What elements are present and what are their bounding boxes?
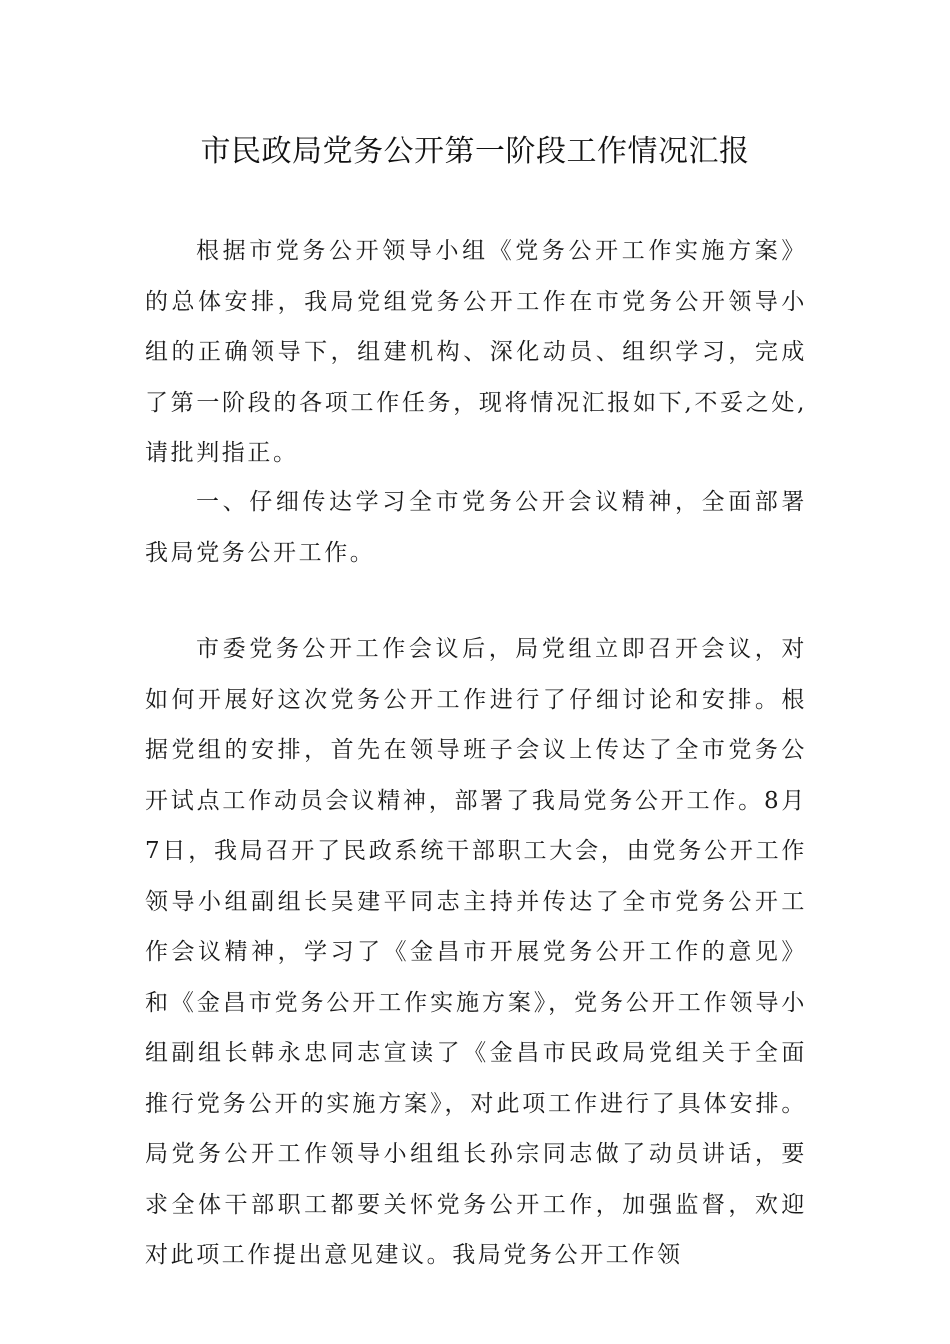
intro-paragraph: 根据市党务公开领导小组《党务公开工作实施方案》的总体安排，我局党组党务公开工作在市党务公开领导小组的正确领导下，组建机构、深化动员、组织学习，完成了第一阶段的各项工作任务，现将情况汇报如下,不妥之处,请批判指正。 bbox=[145, 238, 807, 466]
section-heading-1: 一、仔细传达学习全市党务公开会议精神，全面部署我局党务公开工作。 bbox=[145, 489, 807, 566]
document-title: 市民政局党务公开第一阶段工作情况汇报 bbox=[200, 134, 750, 169]
body-paragraph: 市委党务公开工作会议后，局党组立即召开会议，对如何开展好这次党务公开工作进行了仔细讨论和安排。根据党组的安排，首先在领导班子会议上传达了全市党务公开试点工作动员会议精神，部署了我局党务公开工作。8月7日，我局召开了民政系统干部职工大会，由党务公开工作领导小组副组长吴建平同志主持并传达了全市党务公开工作会议精神，学习了《金昌市开展党务公开工作的意见》和《金昌市党务公开工作实施方案》，党务公开工作领导小组副组长韩永忠同志宣读了《金昌市民政局党组关于全面推行党务公开的实施方案》，对此项工作进行了具体安排。局党务公开工作领导小组组长孙宗同志做了动员讲话，要求全体干部职工都要关怀党务公开工作，加强监督，欢迎对此项工作提出意见建议。我局党务公开工作领 bbox=[145, 636, 807, 1268]
